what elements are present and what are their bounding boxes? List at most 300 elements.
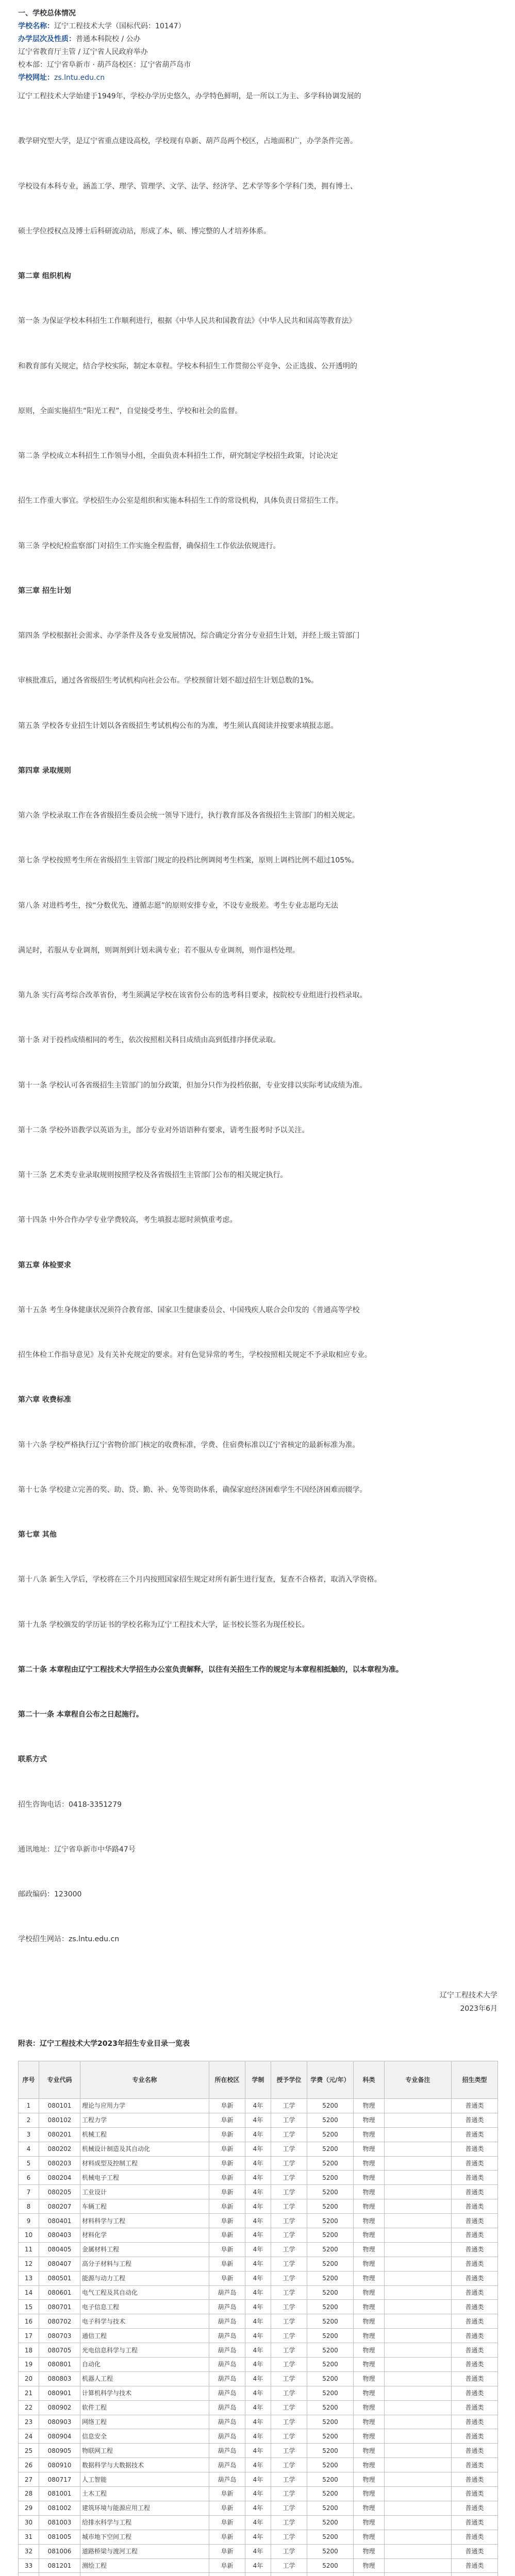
cell-duration: 4年 [245,2113,271,2127]
cell-major: 电子科学与技术 [80,2314,209,2329]
cell-index: 25 [19,2444,39,2458]
cell-tuition: 5200 [307,2458,354,2472]
cell-note [385,2429,452,2444]
cell-duration: 4年 [245,2386,271,2400]
cell-tuition [307,2573,354,2576]
table-row [19,2113,498,2127]
cell-code: 080102 [39,2113,80,2127]
cell-duration: 4年 [245,2127,271,2142]
cell-note [385,2228,452,2243]
cell-note [385,2544,452,2558]
cell-degree: 工学 [271,2343,307,2358]
cell-subject: 物理 [354,2257,385,2271]
cell-code: 081005 [39,2530,80,2544]
cell-degree: 工学 [271,2501,307,2515]
table-row [19,2544,498,2558]
cell-code: 081006 [39,2544,80,2558]
cell-index: 20 [19,2371,39,2386]
cell-duration: 4年 [245,2185,271,2199]
body-line: 满足时，若服从专业调剂，则调剂到计划未满专业；若不服从专业调剂，则作退档处理。 [18,946,300,955]
cell-tuition: 5200 [307,2156,354,2171]
cell-note [385,2099,452,2113]
cell-subject: 物理 [354,2400,385,2415]
cell-subject: 物理 [354,2544,385,2558]
cell-subject: 物理 [354,2386,385,2400]
cell-index: 14 [19,2285,39,2300]
cell-code: 080403 [39,2228,80,2243]
cell-type: 普通类 [452,2156,498,2171]
cell-type: 普通类 [452,2113,498,2127]
cell-note [385,2371,452,2386]
table-row [19,2142,498,2156]
cell-subject: 物理 [354,2113,385,2127]
table-row [19,2271,498,2285]
cell-index: 28 [19,2487,39,2501]
cell-subject: 物理 [354,2358,385,2372]
table-caption: 附表：辽宁工程技术大学2023年招生专业目录一览表 [18,2040,190,2048]
cell-degree: 工学 [271,2257,307,2271]
cell-note [385,2515,452,2530]
cell-note [385,2573,452,2576]
table-row [19,2487,498,2501]
body-line: 第二条 学校成立本科招生工作领导小组，全面负责本科招生工作，研究制定学校招生政策，讨论决定 [18,452,338,460]
cell-type [452,2573,498,2576]
cell-subject: 物理 [354,2314,385,2329]
cell-code: 080201 [39,2127,80,2142]
cell-major: 机械设计制造及其自动化 [80,2142,209,2156]
cell-type: 普通类 [452,2127,498,2142]
cell-campus: 葫芦岛 [209,2343,245,2358]
cell-tuition: 5200 [307,2127,354,2142]
cell-code: 080905 [39,2444,80,2458]
body-line: 硕士学位授权点及博士后科研流动站，形成了本、硕、博完整的人才培养体系。 [18,227,271,235]
body-line: 第十八条 新生入学后，学校将在三个月内按照国家招生规定对所有新生进行复查，复查不合格者，取消入学资格。 [18,1575,381,1584]
cell-duration: 4年 [245,2371,271,2386]
table-row [19,2358,498,2372]
cell-code: 081002 [39,2501,80,2515]
signature-org: 辽宁工程技术大学 [440,1991,497,1999]
table-row [19,2530,498,2544]
cell-note [385,2242,452,2257]
cell-type: 普通类 [452,2142,498,2156]
cell-degree: 工学 [271,2242,307,2257]
cell-degree: 工学 [271,2285,307,2300]
column-header: 学费（元/年） [307,2061,354,2099]
cell-major: 测绘工程 [80,2558,209,2573]
column-header: 科类 [354,2061,385,2099]
website-link[interactable]: zs.lntu.edu.cn [54,74,105,82]
table-row [19,2501,498,2515]
cell-type: 普通类 [452,2487,498,2501]
cell-note [385,2113,452,2127]
cell-tuition: 5200 [307,2358,354,2372]
body-line: 第十五条 考生身体健康状况须符合教育部、国家卫生健康委员会、中国残疾人联合会印发的《普通高等学校 [18,1306,360,1314]
cell-note [385,2329,452,2343]
cell-degree: 工学 [271,2329,307,2343]
cell-subject: 物理 [354,2487,385,2501]
rules-body [18,90,497,1978]
body-line: 第十一条 学校认可各省级招生主管部门的加分政策，但加分只作为投档依据，专业安排以实际考试成绩为准。 [18,1081,367,1090]
body-line: 学校招生网站：zs.lntu.edu.cn [18,1935,120,1944]
cell-tuition: 5200 [307,2228,354,2243]
column-header: 招生类型 [452,2061,498,2099]
body-line: 第十九条 学校颁发的学历证书的学校名称为辽宁工程技术大学，证书校长签名为现任校长。 [18,1620,309,1629]
cell-subject: 物理 [354,2127,385,2142]
cell-tuition: 5200 [307,2242,354,2257]
cell-type: 普通类 [452,2271,498,2285]
cell-code: 080901 [39,2386,80,2400]
column-header: 专业备注 [385,2061,452,2099]
cell-major: 建筑环境与能源应用工程 [80,2501,209,2515]
cell-note [385,2558,452,2573]
cell-duration: 4年 [245,2458,271,2472]
cell-type: 普通类 [452,2515,498,2530]
body-line: 第四条 学校根据社会需求、办学条件及各专业发展情况，综合确定分省分专业招生计划，并经上级主管部门 [18,632,360,640]
cell-campus [209,2573,245,2576]
cell-campus: 阜新 [209,2171,245,2185]
table-row [19,2242,498,2257]
cell-note [385,2257,452,2271]
cell-code: 080701 [39,2300,80,2314]
cell-index: 1 [19,2099,39,2113]
cell-tuition: 5200 [307,2171,354,2185]
cell-type: 普通类 [452,2285,498,2300]
cell-note [385,2501,452,2515]
cell-campus: 葫芦岛 [209,2386,245,2400]
cell-type: 普通类 [452,2415,498,2429]
cell-degree: 工学 [271,2113,307,2127]
cell-code: 080801 [39,2358,80,2372]
cell-major: 机械工程 [80,2127,209,2142]
cell-type: 普通类 [452,2558,498,2573]
cell-tuition: 5200 [307,2199,354,2214]
body-line: 第十三条 艺术类专业录取规则按照学校及各省级招生主管部门公布的相关规定执行。 [18,1171,288,1179]
cell-subject: 物理 [354,2415,385,2429]
body-line: 学校设有本科专业，涵盖工学、理学、管理学、文学、法学、经济学、艺术学等多个学科门类，拥有博士、 [18,182,357,191]
cell-campus: 阜新 [209,2199,245,2214]
cell-index: 22 [19,2400,39,2415]
cell-index: 7 [19,2185,39,2199]
cell-duration: 4年 [245,2214,271,2228]
cell-note [385,2358,452,2372]
cell-type: 普通类 [452,2214,498,2228]
cell-type: 普通类 [452,2501,498,2515]
cell-duration: 4年 [245,2515,271,2530]
cell-degree: 工学 [271,2271,307,2285]
body-line: 辽宁工程技术大学始建于1949年，学校办学历史悠久，办学特色鲜明，是一所以工为主、多学科协调发展的 [18,92,361,100]
table-header-row [19,2061,498,2099]
cell-subject: 物理 [354,2185,385,2199]
body-line: 第二十条 本章程由辽宁工程技术大学招生办公室负责解释，以往有关招生工作的规定与本章程相抵触的，以本章程为准。 [18,1665,403,1674]
cell-note [385,2171,452,2185]
cell-major: 给排水科学与工程 [80,2515,209,2530]
table-row [19,2300,498,2314]
cell-subject [354,2573,385,2576]
cell-campus: 阜新 [209,2558,245,2573]
cell-note [385,2386,452,2400]
cell-index: 16 [19,2314,39,2329]
cell-degree: 工学 [271,2472,307,2487]
cell-index [19,2573,39,2576]
cell-degree: 工学 [271,2544,307,2558]
cell-note [385,2314,452,2329]
cell-major: 机器人工程 [80,2371,209,2386]
body-line: 第三章 招生计划 [18,586,71,595]
cell-index: 9 [19,2214,39,2228]
cell-campus: 葫芦岛 [209,2285,245,2300]
cell-note [385,2127,452,2142]
table-row [19,2214,498,2228]
table-row [19,2329,498,2343]
school-name-line [18,20,497,33]
body-line: 第八条 对进档考生，按“分数优先、遵循志愿”的原则安排专业，不设专业级差。考生专业志愿均无法 [18,901,338,910]
cell-degree: 工学 [271,2400,307,2415]
cell-index: 2 [19,2113,39,2127]
school-type-label: 办学层次及性质： [18,35,76,43]
cell-note [385,2271,452,2285]
cell-degree: 工学 [271,2099,307,2113]
cell-code: 080904 [39,2429,80,2444]
cell-major: 数据科学与大数据技术 [80,2458,209,2472]
cell-duration: 4年 [245,2444,271,2458]
school-type: 普通本科院校 / 公办 [76,35,141,43]
cell-campus: 葫芦岛 [209,2429,245,2444]
cell-major: 材料成型及控制工程 [80,2156,209,2171]
cell-subject: 物理 [354,2444,385,2458]
cell-tuition: 5200 [307,2343,354,2358]
cell-code: 080703 [39,2329,80,2343]
cell-tuition: 5200 [307,2415,354,2429]
cell-type: 普通类 [452,2329,498,2343]
cell-subject: 物理 [354,2329,385,2343]
cell-campus: 葫芦岛 [209,2472,245,2487]
cell-type: 普通类 [452,2343,498,2358]
cell-type: 普通类 [452,2185,498,2199]
cell-duration: 4年 [245,2257,271,2271]
table-row [19,2386,498,2400]
cell-duration: 4年 [245,2314,271,2329]
table-row [19,2185,498,2199]
cell-tuition: 5200 [307,2429,354,2444]
table-row [19,2285,498,2300]
cell-type: 普通类 [452,2472,498,2487]
cell-major: 网络工程 [80,2415,209,2429]
cell-note [385,2415,452,2429]
cell-tuition: 5200 [307,2400,354,2415]
cell-duration: 4年 [245,2358,271,2372]
cell-tuition: 5200 [307,2515,354,2530]
cell-type: 普通类 [452,2314,498,2329]
cell-code: 080204 [39,2171,80,2185]
cell-duration: 4年 [245,2343,271,2358]
cell-type: 普通类 [452,2444,498,2458]
cell-note [385,2444,452,2458]
column-header: 所在校区 [209,2061,245,2099]
body-line: 第五条 学校各专业招生计划以各省级招生考试机构公布的为准，考生须认真阅读并按要求填报志愿。 [18,721,338,730]
cell-degree: 工学 [271,2515,307,2530]
body-line: 第七章 其他 [18,1531,57,1539]
cell-code: 080501 [39,2271,80,2285]
cell-code: 080202 [39,2142,80,2156]
cell-degree: 工学 [271,2415,307,2429]
cell-campus: 阜新 [209,2228,245,2243]
cell-major: 材料科学与工程 [80,2214,209,2228]
cell-campus: 阜新 [209,2271,245,2285]
cell-tuition: 5200 [307,2530,354,2544]
cell-major: 通信工程 [80,2329,209,2343]
cell-note [385,2285,452,2300]
cell-major: 工业设计 [80,2185,209,2199]
cell-subject: 物理 [354,2271,385,2285]
cell-campus: 阜新 [209,2099,245,2113]
cell-tuition: 5200 [307,2285,354,2300]
cell-type: 普通类 [452,2228,498,2243]
body-line: 第二章 组织机构 [18,272,71,280]
cell-duration: 4年 [245,2271,271,2285]
cell-major: 道路桥梁与渡河工程 [80,2544,209,2558]
cell-index: 26 [19,2458,39,2472]
cell-campus: 葫芦岛 [209,2371,245,2386]
cell-duration: 4年 [245,2142,271,2156]
cell-subject: 物理 [354,2343,385,2358]
body-line: 第十条 对于投档成绩相同的考生，依次按照相关科目成绩由高到低排序择优录取。 [18,1036,280,1045]
cell-degree: 工学 [271,2444,307,2458]
cell-duration: 4年 [245,2242,271,2257]
cell-code: 080101 [39,2099,80,2113]
body-line: 第十四条 中外合作办学专业学费较高，考生填报志愿时须慎重考虑。 [18,1216,237,1225]
cell-subject: 物理 [354,2558,385,2573]
cell-code: 081003 [39,2515,80,2530]
cell-duration: 4年 [245,2558,271,2573]
cell-note [385,2300,452,2314]
cell-duration: 4年 [245,2099,271,2113]
cell-tuition: 5200 [307,2271,354,2285]
column-header: 专业名称 [80,2061,209,2099]
cell-index: 3 [19,2127,39,2142]
table-row [19,2343,498,2358]
website-label: 学校网址： [18,74,54,82]
cell-degree: 工学 [271,2171,307,2185]
cell-type: 普通类 [452,2400,498,2415]
cell-duration: 4年 [245,2530,271,2544]
column-header: 学制 [245,2061,271,2099]
cell-index: 6 [19,2171,39,2185]
cell-type: 普通类 [452,2099,498,2113]
table-row [19,2127,498,2142]
cell-code: 080702 [39,2314,80,2329]
cell-type: 普通类 [452,2242,498,2257]
cell-campus: 阜新 [209,2487,245,2501]
header-block [18,7,497,84]
cell-tuition: 5200 [307,2257,354,2271]
body-line: 和教育部有关规定，结合学校实际，制定本章程。学校本科招生工作贯彻公平竞争、公正选拔、公开透明的 [18,362,357,370]
cell-major: 机械电子工程 [80,2171,209,2185]
cell-code: 081001 [39,2487,80,2501]
cell-code: 080803 [39,2371,80,2386]
cell-campus: 阜新 [209,2185,245,2199]
approval-line: 辽宁省教育厅主管 / 辽宁省人民政府举办 [18,48,148,56]
cell-campus: 阜新 [209,2242,245,2257]
cell-degree [271,2573,307,2576]
cell-tuition: 5200 [307,2329,354,2343]
signature-block [18,1989,497,2015]
cell-subject: 物理 [354,2458,385,2472]
cell-tuition: 5200 [307,2214,354,2228]
location-line: 校本部：辽宁省阜新市 · 葫芦岛校区：辽宁省葫芦岛市 [18,61,191,69]
table-row [19,2515,498,2530]
cell-degree: 工学 [271,2300,307,2314]
cell-major: 金属材料工程 [80,2242,209,2257]
cell-major: 电气工程及其自动化 [80,2285,209,2300]
body-line: 原则，全面实施招生“阳光工程”，自觉接受考生、学校和社会的监督。 [18,406,242,415]
cell-tuition: 5200 [307,2300,354,2314]
cell-major: 光电信息科学与工程 [80,2343,209,2358]
cell-subject: 物理 [354,2472,385,2487]
cell-major: 车辆工程 [80,2199,209,2214]
cell-index: 8 [19,2199,39,2214]
cell-code: 080205 [39,2185,80,2199]
body-line: 第十六条 学校严格执行辽宁省物价部门核定的收费标准，学费、住宿费标准以辽宁省核定的最新标准为准。 [18,1440,360,1449]
cell-degree: 工学 [271,2314,307,2329]
cell-duration: 4年 [245,2501,271,2515]
cell-code: 080705 [39,2343,80,2358]
cell-major: 土木工程 [80,2487,209,2501]
cell-tuition: 5200 [307,2444,354,2458]
cell-code: 080601 [39,2285,80,2300]
cell-duration: 4年 [245,2544,271,2558]
table-body [19,2099,498,2576]
body-line: 招生咨询电话：0418-3351279 [18,1800,122,1809]
cell-campus: 阜新 [209,2142,245,2156]
school-type-line [18,33,497,46]
cell-degree: 工学 [271,2142,307,2156]
cell-duration: 4年 [245,2472,271,2487]
cell-subject: 物理 [354,2214,385,2228]
cell-major: 自动化 [80,2358,209,2372]
cell-tuition: 5200 [307,2113,354,2127]
cell-subject: 物理 [354,2530,385,2544]
cell-duration [245,2573,271,2576]
cell-type: 普通类 [452,2199,498,2214]
cell-type: 普通类 [452,2257,498,2271]
cell-duration: 4年 [245,2156,271,2171]
cell-subject: 物理 [354,2199,385,2214]
cell-major: 信息安全 [80,2429,209,2444]
cell-degree: 工学 [271,2228,307,2243]
cell-campus: 阜新 [209,2544,245,2558]
cell-type: 普通类 [452,2386,498,2400]
cell-type: 普通类 [452,2544,498,2558]
cell-tuition: 5200 [307,2558,354,2573]
table-row [19,2472,498,2487]
cell-tuition: 5200 [307,2142,354,2156]
cell-degree: 工学 [271,2386,307,2400]
cell-subject: 物理 [354,2242,385,2257]
cell-type: 普通类 [452,2171,498,2185]
cell-note [385,2142,452,2156]
cell-code: 080717 [39,2472,80,2487]
cell-campus: 阜新 [209,2214,245,2228]
cell-note [385,2214,452,2228]
cell-degree: 工学 [271,2185,307,2199]
cell-index: 30 [19,2515,39,2530]
table-row [19,2156,498,2171]
cell-subject: 物理 [354,2228,385,2243]
cell-subject: 物理 [354,2300,385,2314]
table-row [19,2314,498,2329]
cell-subject: 物理 [354,2371,385,2386]
cell-code: 080203 [39,2156,80,2171]
